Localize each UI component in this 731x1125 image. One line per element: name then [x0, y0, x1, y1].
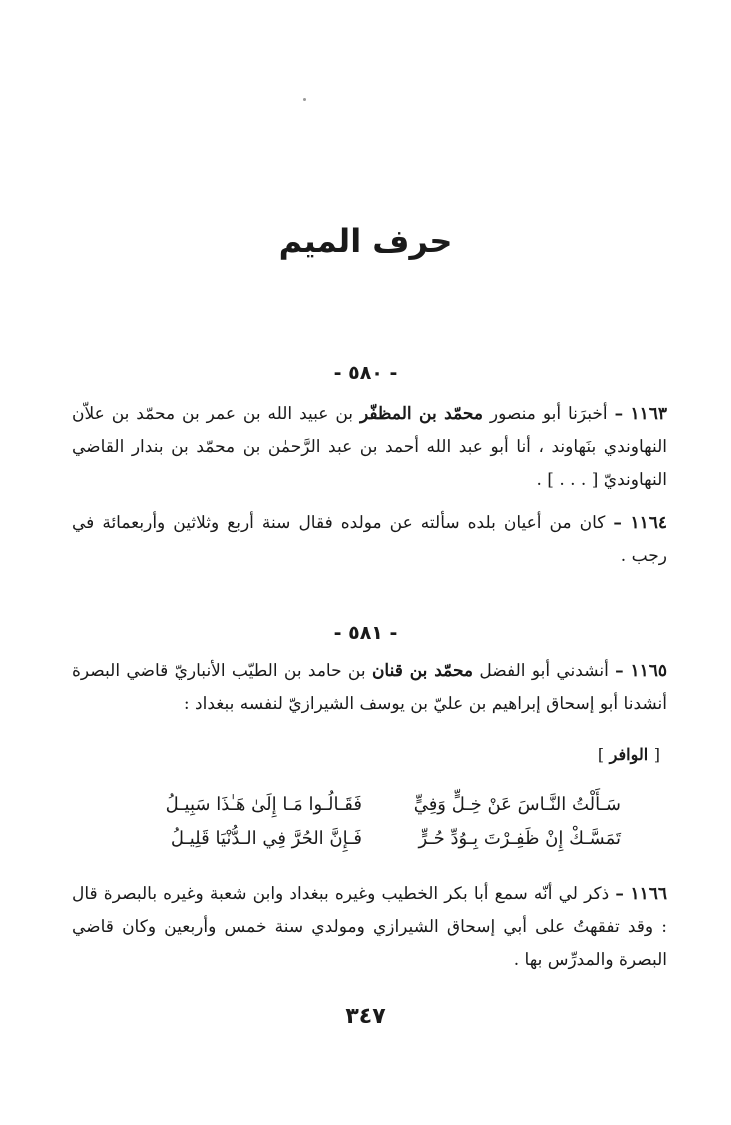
paragraph-text: ذكر لي أنّه سمع أبا بكر الخطيب وغيره ببغداد وابن شعبة وغيره بالبصرة قال : وقد تفقهتُ على أبي إسحاق الشيرازي ومولدي سنة خمس وأربعين وكان قاضي البصرة والمدرِّس بها . — [72, 884, 667, 970]
page-number: ٣٤٧ — [345, 1004, 386, 1029]
verse-1-first-hemistich: سَـأَلْتُ النَّـاسَ عَنْ خِـلٍّ وَفِيٍّ — [413, 794, 621, 815]
paragraph-1166 — [72, 878, 667, 977]
page-speck — [303, 98, 306, 101]
verse-2-second-hemistich: فَـإِنَّ الحُرَّ فِي الـدُّنْيَا قَلِيـلُ — [170, 828, 362, 849]
paragraph-number: ١١٦٤ – — [613, 513, 667, 533]
entry-number-580: - ٥٨٠ - — [333, 362, 398, 384]
entry-number-581: - ٥٨١ - — [333, 622, 398, 644]
verse-2-first-hemistich: تَمَسَّـكْ إِنْ ظَفِـرْتَ بِـوُدِّ حُـرٍّ — [418, 828, 621, 849]
meter-name: الوافر — [609, 745, 649, 764]
paragraph-text: بن حامد بن الطيّب الأنباريّ قاضي البصرة أنشدنا أبو إسحاق إبراهيم بن عليّ بن يوسف الشيرازيّ لنفسه ببغداد : — [72, 661, 667, 714]
paragraph-number: ١١٦٥ – — [615, 661, 668, 681]
paragraph-1165 — [72, 655, 667, 721]
poetic-meter — [0, 745, 660, 764]
verse-1-second-hemistich: فَقَـالُـوا مَـا إِلَىٰ هَـٰذَا سَبِيـلُ — [165, 794, 362, 815]
paragraph-intro: أخبرَنا أبو منصور — [489, 404, 608, 424]
paragraph-number: ١١٦٦ – — [615, 884, 667, 904]
paragraph-text: بن عبيد الله بن عمر بن محمّد بن علاّن النهاوندي بنَهاوند ، أنا أبو عبد الله أحمد بن عبد الرَّحمٰن بن محمّد بن بندار القاضي النهاونديّ [ . . . ] . — [72, 404, 667, 490]
paragraph-1163 — [72, 398, 667, 497]
meter-close-bracket: ] — [597, 745, 605, 764]
paragraph-intro: أنشدني أبو الفضل — [479, 661, 609, 681]
paragraph-number: ١١٦٣ – — [614, 404, 668, 424]
person-name: محمّد بن قنان — [371, 661, 474, 681]
person-name: محمّد بن المظفّر — [359, 404, 483, 424]
paragraph-text: كان من أعيان بلده سألته عن مولده فقال سنة أربع وثلاثين وأربعمائة في رجب . — [72, 513, 667, 566]
chapter-title: حرف الميم — [278, 222, 453, 260]
meter-open-bracket: [ — [653, 745, 660, 764]
paragraph-1164 — [72, 507, 667, 573]
